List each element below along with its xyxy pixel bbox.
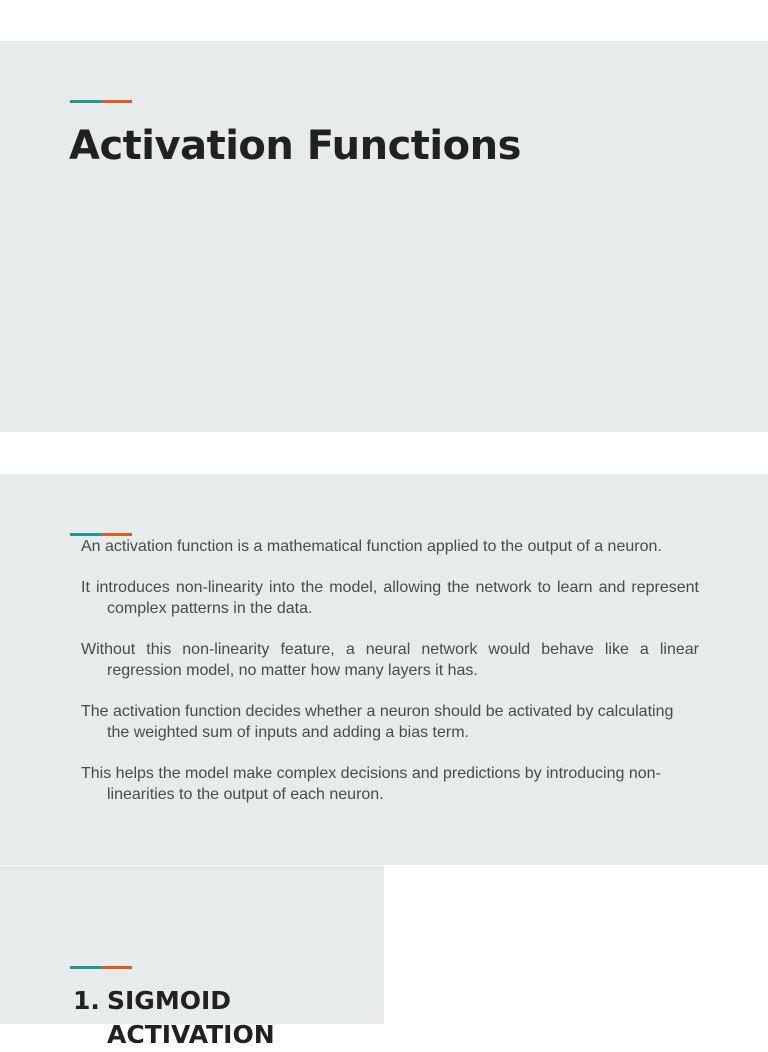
section-heading-text: SIGMOID ACTIVATION bbox=[107, 986, 275, 1049]
list-item: This helps the model make complex decisions and predictions by introducing non-linearities to the output of each neuron. bbox=[81, 765, 661, 803]
accent-bar-teal bbox=[70, 100, 101, 103]
section-number: 1. bbox=[73, 986, 100, 1015]
accent-bar-teal bbox=[70, 966, 101, 969]
slide-definition bbox=[0, 474, 768, 865]
section-heading bbox=[73, 984, 327, 1052]
accent-bar-orange bbox=[101, 966, 132, 969]
slide-title bbox=[0, 41, 768, 432]
definition-list bbox=[81, 536, 699, 825]
accent-bar-orange bbox=[101, 100, 132, 103]
list-item: Without this non-linearity feature, a neural network would behave like a linear regression model, no matter how many layers it has. bbox=[81, 641, 699, 679]
list-item: An activation function is a mathematical function applied to the output of a neuron. bbox=[81, 538, 662, 555]
list-item: The activation function decides whether a neuron should be activated by calculating the weighted sum of inputs and adding a bias term. bbox=[81, 703, 674, 741]
accent-bar bbox=[70, 100, 132, 103]
list-item: It introduces non-linearity into the model, allowing the network to learn and represent complex patterns in the data. bbox=[81, 579, 699, 617]
slide-sigmoid bbox=[0, 866, 384, 1049]
accent-bar bbox=[70, 966, 132, 969]
slide-title-text: Activation Functions bbox=[69, 123, 521, 169]
